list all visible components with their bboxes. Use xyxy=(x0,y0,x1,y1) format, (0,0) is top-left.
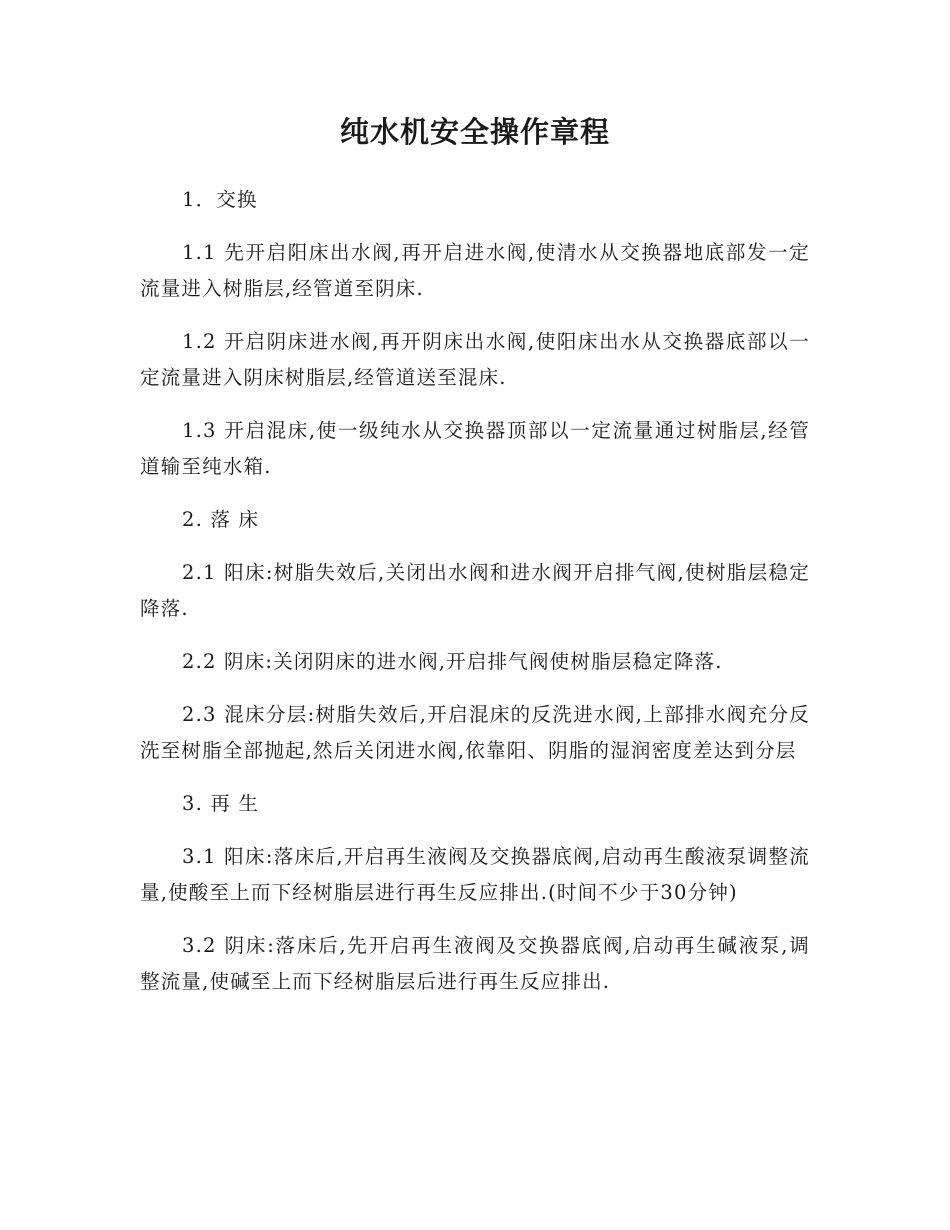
paragraph-3-1: 3.1 阳床:落床后,开启再生液阀及交换器底阀,启动再生酸液泵调整流量,使酸至上而下经树脂层进行再生反应排出.(时间不少于30分钟) xyxy=(140,845,810,904)
paragraph-2-2: 2.2 阴床:关闭阴床的进水阀,开启排气阀使树脂层稳定降落. xyxy=(182,650,723,673)
document-title: 纯水机安全操作章程 xyxy=(339,115,610,149)
paragraph-1-3: 1.3 开启混床,使一级纯水从交换器顶部以一定流量通过树脂层,经管道输至纯水箱. xyxy=(140,419,810,478)
paragraph-3-2: 3.2 阴床:落床后,先开启再生液阀及交换器底阀,启动再生碱液泵,调整流量,使碱至上而下经树脂层后进行再生反应排出. xyxy=(140,934,810,993)
section-heading-regeneration: 3. 再 生 xyxy=(182,792,260,815)
paragraph-2-1: 2.1 阳床:树脂失效后,关闭出水阀和进水阀开启排气阀,使树脂层稳定降落. xyxy=(140,561,810,620)
paragraph-2-3: 2.3 混床分层:树脂失效后,开启混床的反洗进水阀,上部排水阀充分反洗至树脂全部抛起,然后关闭进水阀,依靠阳、阴脂的湿润密度差达到分层 xyxy=(140,703,810,762)
section-heading-settling: 2. 落 床 xyxy=(182,508,260,531)
section-heading-exchange: 1．交换 xyxy=(182,188,258,211)
paragraph-1-2: 1.2 开启阴床进水阀,再开阴床出水阀,使阳床出水从交换器底部以一定流量进入阴床树脂层,经管道送至混床. xyxy=(140,330,810,389)
paragraph-1-1: 1.1 先开启阳床出水阀,再开启进水阀,使清水从交换器地底部发一定流量进入树脂层,经管道至阴床. xyxy=(140,241,810,300)
